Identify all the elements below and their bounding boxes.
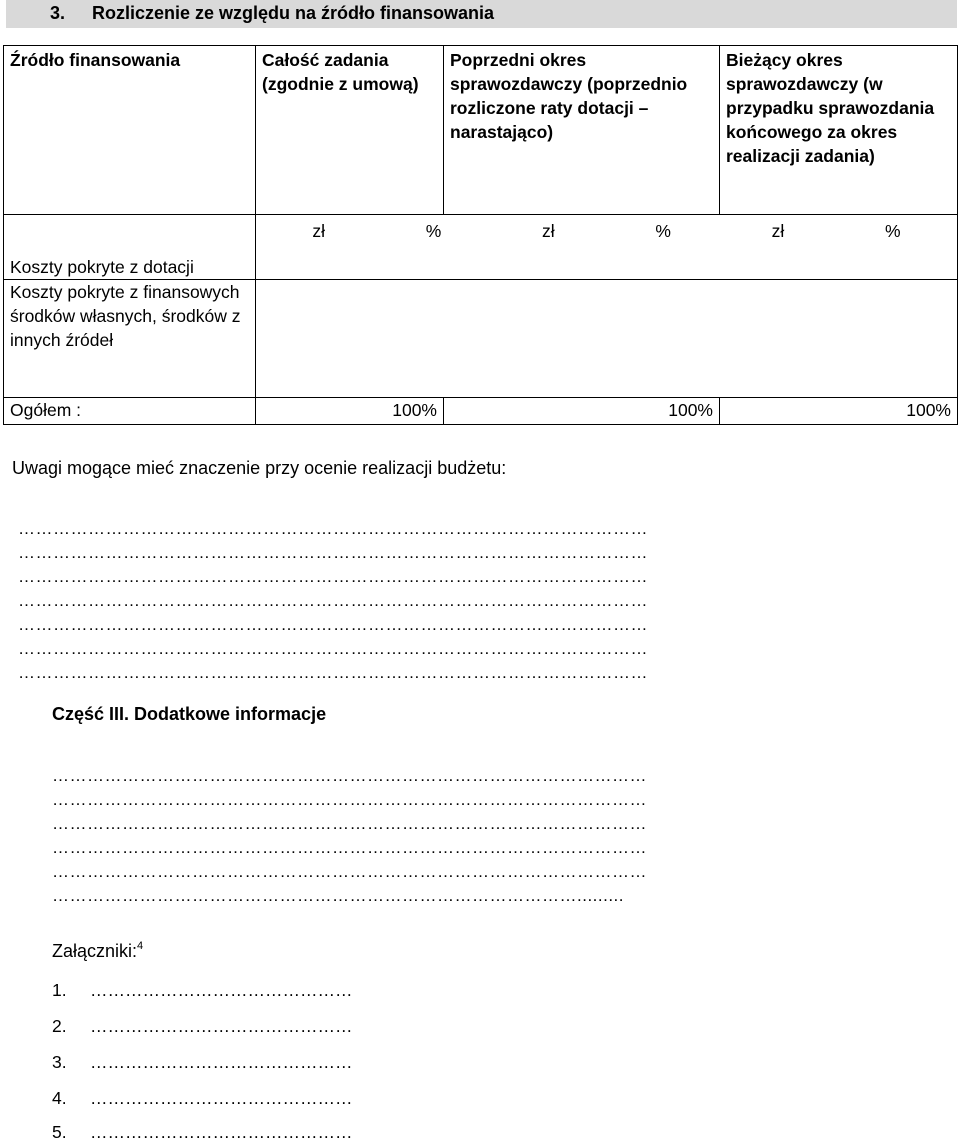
attachment-item[interactable] [52,1052,353,1073]
remarks-line[interactable]: ……………………………………………………………………………………………… [18,615,648,634]
attachment-number: 1. [52,980,67,1000]
attachment-dots: ……………………………………… [90,1122,353,1142]
table-header-row [4,46,958,215]
part3-title: Część III. Dodatkowe informacje [52,704,327,724]
table-row [4,280,958,398]
attachments-label [52,940,143,962]
unit-zl: zł [312,221,325,241]
attachment-number: 5. [52,1122,67,1142]
attachment-dots: ……………………………………… [90,980,353,1000]
attachment-item[interactable] [52,1122,353,1143]
total-label: Ogółem : [4,398,256,425]
header-current-period: Bieżący okres sprawozdawczy (w przypadku sprawozdania końcowego za okres realizacji zadania) [720,46,958,215]
unit-zl: zł [771,221,785,241]
unit-zl: zł [542,221,555,241]
footnote-marker: 4 [137,940,144,952]
section-number: 3. [50,3,66,23]
units-and-values-cell[interactable] [256,215,958,280]
additional-info-line[interactable]: ………………………………………………………………………………………… [52,862,647,881]
remarks-line[interactable]: ……………………………………………………………………………………………… [18,519,648,538]
additional-info-line[interactable]: ………………………………………………………………………………………… [52,766,647,785]
total-previous-period: 100% [444,398,720,425]
remarks-label: Uwagi mogące mieć znaczenie przy ocenie realizacji budżetu: [12,458,507,478]
additional-info-line[interactable]: ………………………………………………………………………………………… [52,838,647,857]
remarks-line[interactable]: ……………………………………………………………………………………………… [18,567,648,586]
row-label-own-funds: Koszty pokryte z finansowych środków własnych, środków z innych źródeł [4,280,256,398]
total-whole-task: 100% [256,398,444,425]
attachment-number: 2. [52,1016,67,1036]
section-heading [6,0,957,28]
attachment-dots: ……………………………………… [90,1052,353,1072]
additional-info-line[interactable]: ………………………………………………………………………………………… [52,790,647,809]
total-current-period: 100% [720,398,958,425]
financing-table [3,45,958,425]
additional-info-line[interactable]: ………………………………………………………………………………......... [52,886,625,905]
units-row [262,215,951,243]
header-previous-period: Poprzedni okres sprawozdawczy (poprzednio rozliczone raty dotacji – narastająco) [444,46,720,215]
table-total-row [4,398,958,425]
unit-percent: % [885,221,901,241]
additional-info-line[interactable]: ………………………………………………………………………………………… [52,814,647,833]
header-whole-task: Całość zadania (zgodnie z umową) [256,46,444,215]
attachment-dots: ……………………………………… [90,1016,353,1036]
attachment-number: 4. [52,1088,67,1108]
own-funds-values-cell[interactable] [256,280,958,398]
attachments-label-text: Załączniki: [52,941,138,961]
row-label-text: Koszty pokryte z dotacji [10,257,194,277]
attachment-item[interactable] [52,1016,353,1037]
remarks-line[interactable]: ……………………………………………………………………………………………… [18,639,648,658]
unit-percent: % [425,221,442,241]
row-label-grant [4,215,256,280]
remarks-line[interactable]: ……………………………………………………………………………………………… [18,591,648,610]
attachment-item[interactable] [52,980,353,1001]
table-row [4,215,958,280]
remarks-line[interactable]: ……………………………………………………………………………………………… [18,543,648,562]
section-title: Rozliczenie ze względu na źródło finansowania [92,3,495,23]
attachment-dots: ……………………………………… [90,1088,353,1108]
header-source: Źródło finansowania [4,46,256,215]
attachment-number: 3. [52,1052,67,1072]
remarks-line[interactable]: ……………………………………………………………………………………………… [18,663,648,682]
unit-percent: % [655,221,671,241]
attachment-item[interactable] [52,1088,353,1109]
